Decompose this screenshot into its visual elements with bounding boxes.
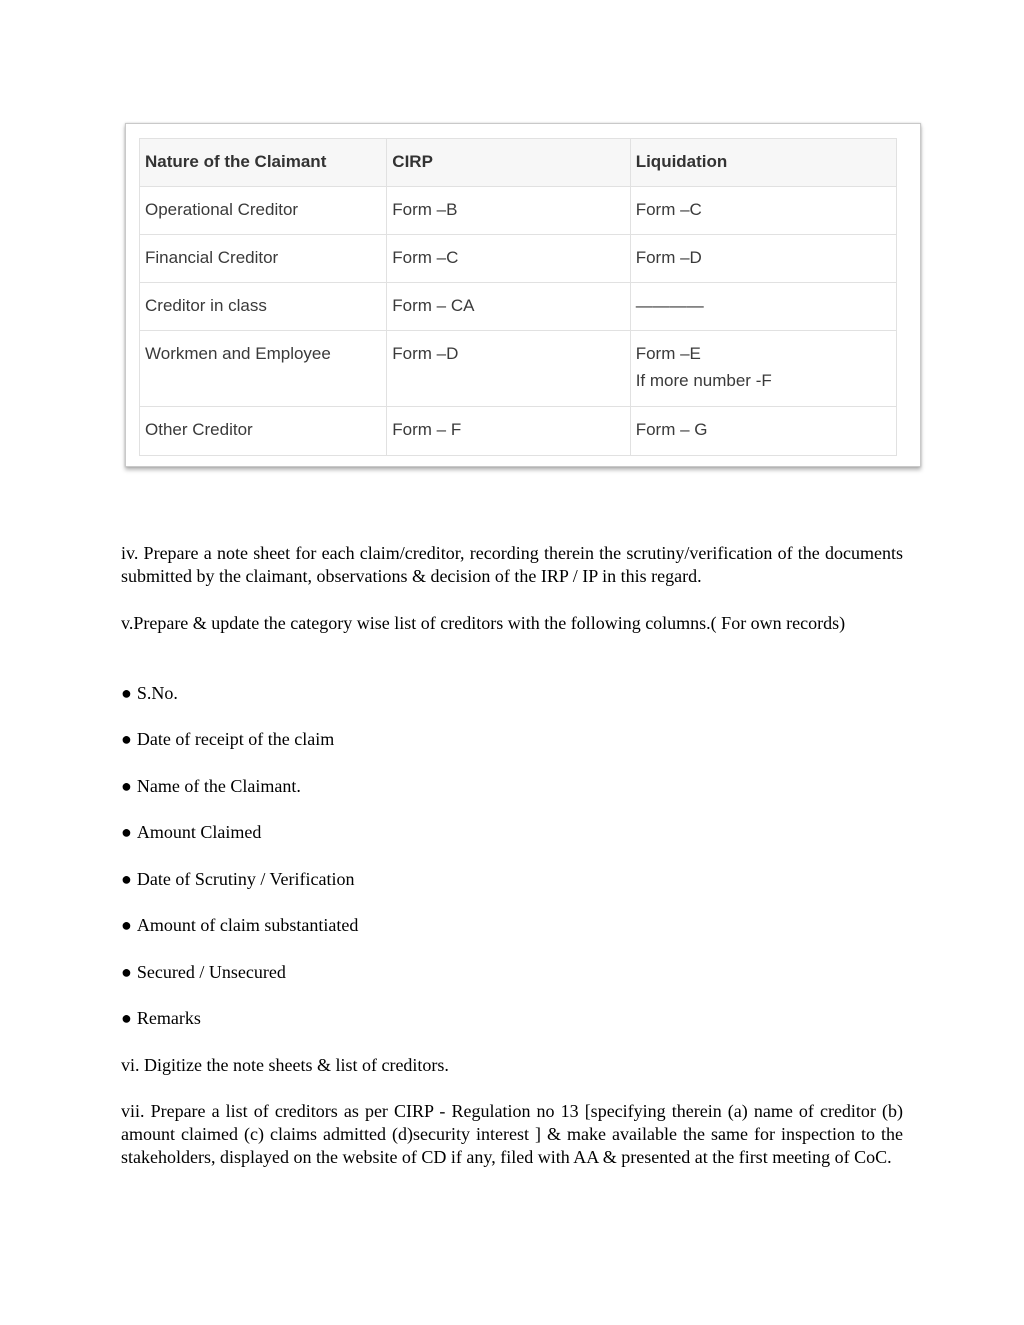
bullet-symbol: ●	[121, 915, 132, 935]
cell-claimant: Operational Creditor	[140, 187, 387, 235]
bullet-item	[121, 821, 903, 844]
bullet-text: Remarks	[136, 1008, 201, 1028]
cell-cirp: Form –D	[387, 331, 630, 407]
cell-liquidation: Form –D	[630, 235, 896, 283]
bullet-symbol: ●	[121, 683, 132, 703]
cell-claimant: Other Creditor	[140, 407, 387, 456]
cell-liquidation: Form –C	[630, 187, 896, 235]
cell-claimant: Workmen and Employee	[140, 331, 387, 407]
bullet-text: Secured / Unsecured	[136, 962, 286, 982]
paragraph-iv: iv. Prepare a note sheet for each claim/creditor, recording therein the scrutiny/verification of the documents submitted by the claimant, observations & decision of the IRP / IP in this regard.	[121, 543, 903, 586]
table-row	[140, 187, 897, 235]
cell-liquidation	[630, 331, 896, 407]
bullet-text: Amount Claimed	[136, 822, 262, 842]
bullet-symbol: ●	[121, 776, 132, 796]
cell-liquidation-primary: Form –E	[635, 344, 701, 363]
bullet-item	[121, 1007, 903, 1030]
bullet-item	[121, 728, 903, 751]
header-cirp: CIRP	[387, 139, 630, 187]
cell-liquidation: Form – G	[630, 407, 896, 456]
paragraph-v: v.Prepare & update the category wise list of creditors with the following columns.( For own records)	[121, 613, 846, 633]
bullet-item	[121, 914, 903, 937]
table-row	[140, 283, 897, 331]
header-liquidation: Liquidation	[630, 139, 896, 187]
cell-cirp: Form – F	[387, 407, 630, 456]
paragraph-vii: vii. Prepare a list of creditors as per CIRP - Regulation no 13 [specifying therein (a) name of creditor (b) amount claimed (c) claims admitted (d)security interest ] & make available the same for inspection to the stakeholders, displayed on the website of CD if any, filed with AA & presented at the first meeting of CoC.	[121, 1101, 903, 1167]
cell-cirp: Form – CA	[387, 283, 630, 331]
table-row	[140, 235, 897, 283]
bullet-text: S.No.	[136, 683, 178, 703]
cell-cirp: Form –C	[387, 235, 630, 283]
bullet-item	[121, 868, 903, 891]
cell-cirp: Form –B	[387, 187, 630, 235]
bullet-symbol: ●	[121, 1008, 132, 1028]
cell-claimant: Creditor in class	[140, 283, 387, 331]
bullet-text: Name of the Claimant.	[136, 776, 301, 796]
bullet-item	[121, 775, 903, 798]
claim-forms-table	[139, 138, 897, 456]
bullet-symbol: ●	[121, 729, 132, 749]
header-nature-of-claimant: Nature of the Claimant	[140, 139, 387, 187]
bullet-text: Amount of claim substantiated	[136, 915, 359, 935]
bullet-symbol: ●	[121, 869, 132, 889]
table-row	[140, 407, 897, 456]
bullet-item	[121, 682, 903, 705]
table-header-row	[140, 139, 897, 187]
cell-liquidation: ————	[630, 283, 896, 331]
bullet-text: Date of Scrutiny / Verification	[136, 869, 355, 889]
bullet-symbol: ●	[121, 962, 132, 982]
claim-forms-table-image	[125, 123, 921, 467]
cell-liquidation-secondary: If more number -F	[635, 371, 772, 390]
table-row	[140, 331, 897, 407]
cell-claimant: Financial Creditor	[140, 235, 387, 283]
bullet-item	[121, 961, 903, 984]
paragraph-vi: vi. Digitize the note sheets & list of creditors.	[121, 1055, 449, 1075]
bullet-text: Date of receipt of the claim	[136, 729, 335, 749]
bullet-symbol: ●	[121, 822, 132, 842]
